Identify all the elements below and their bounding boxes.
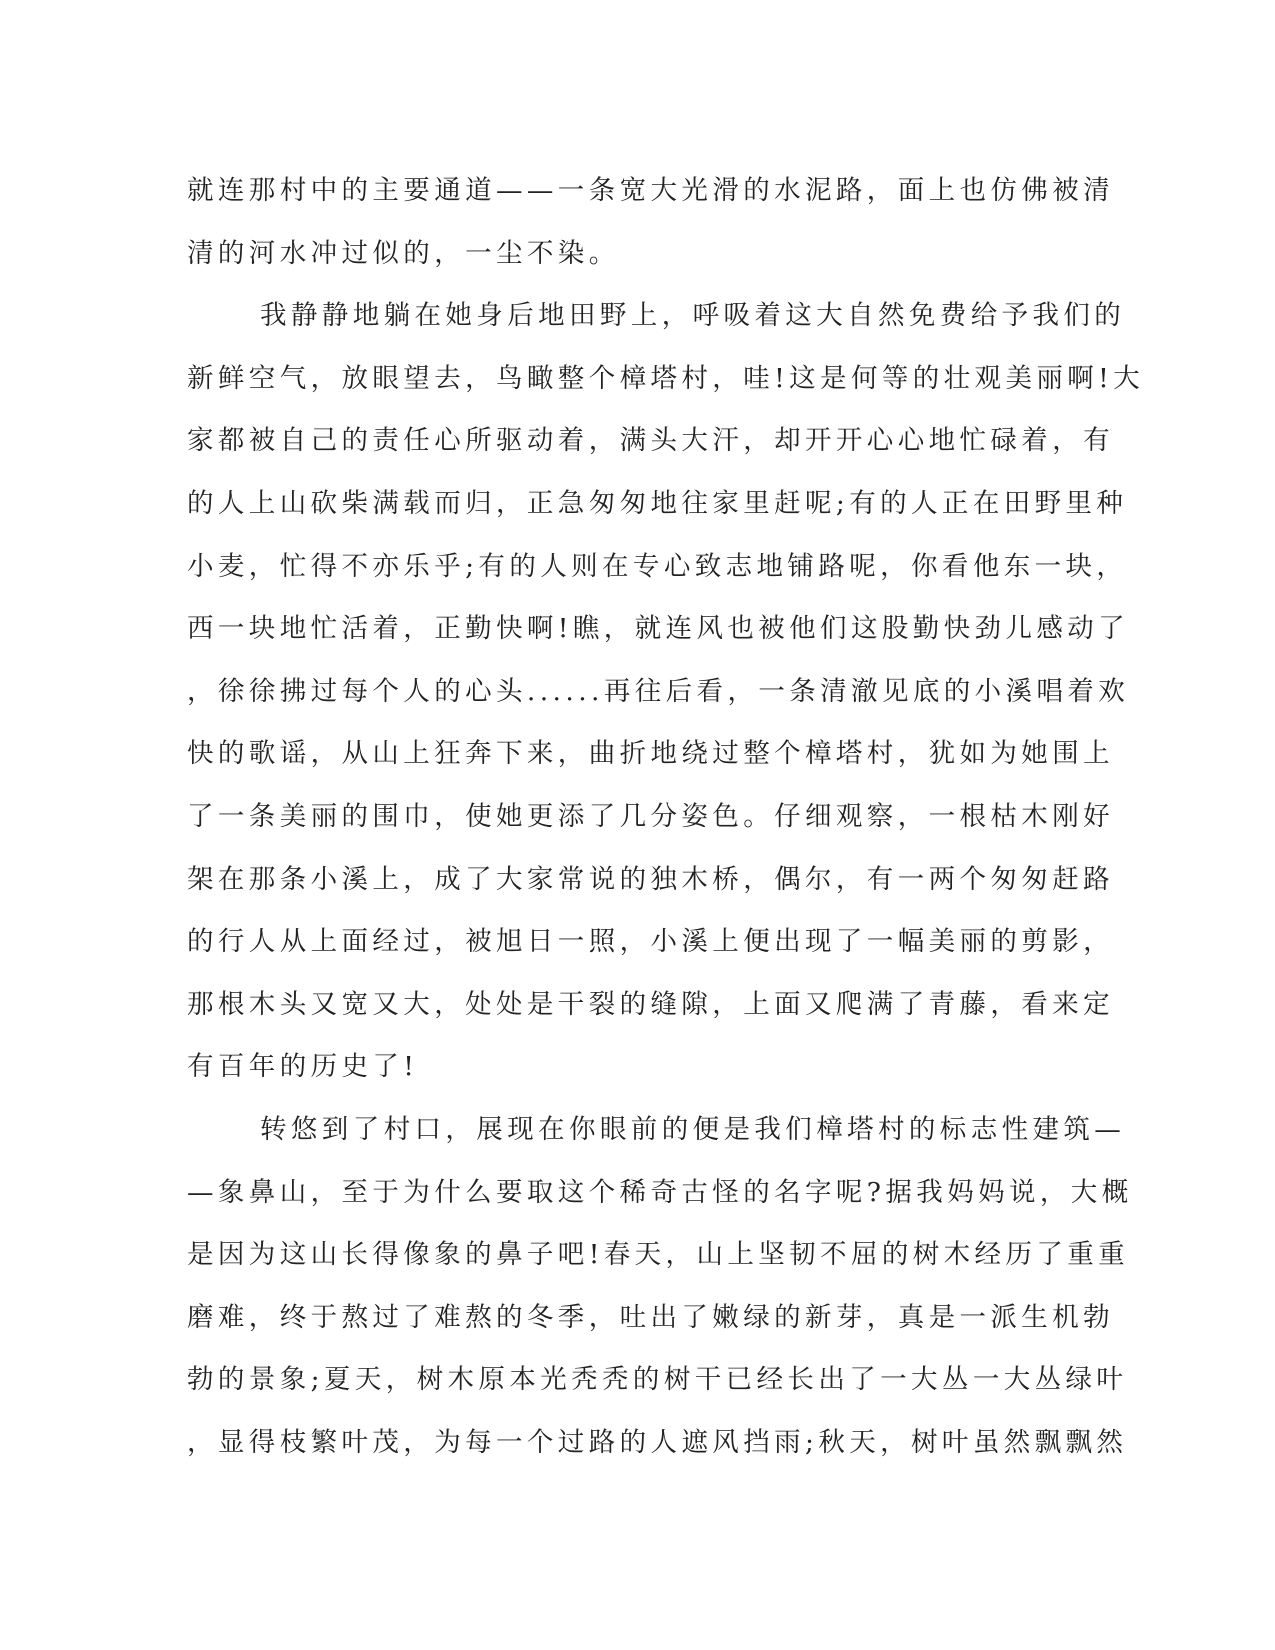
paragraph-start-line: 转悠到了村口，展现在你眼前的便是我们樟塔村的标志性建筑— — [260, 1113, 1126, 1145]
text-line: 勃的景象;夏天，树木原本光秃秃的树干已经长出了一大丛一大丛绿叶 — [187, 1364, 1128, 1396]
text-line: —象鼻山，至于为什么要取这个稀奇古怪的名字呢?据我妈妈说，大概 — [187, 1176, 1133, 1208]
text-line: 小麦，忙得不亦乐乎;有的人则在专心致志地铺路呢，你看他东一块， — [187, 550, 1128, 582]
text-line: 那根木头又宽又大，处处是干裂的缝隙，上面又爬满了青藤，看来定 — [187, 988, 1114, 1020]
text-line: ，徐徐拂过每个人的心头......再往后看，一条清澈见底的小溪唱着欢 — [187, 675, 1130, 707]
text-line: 磨难，终于熬过了难熬的冬季，吐出了嫩绿的新芽，真是一派生机勃 — [187, 1301, 1114, 1333]
text-line: 西一块地忙活着，正勤快啊!瞧，就连风也被他们这股勤快劲儿感动了 — [187, 613, 1130, 645]
text-line: 的人上山砍柴满载而归，正急匆匆地往家里赶呢;有的人正在田野里种 — [187, 487, 1128, 519]
text-line: 有百年的历史了! — [187, 1051, 419, 1083]
article-body — [187, 160, 1145, 1474]
paragraph-start-line: 我静静地躺在她身后地田野上，呼吸着这大自然免费给予我们的 — [260, 300, 1126, 332]
text-line: 就连那村中的主要通道——一条宽大光滑的水泥路，面上也仿佛被清 — [187, 175, 1114, 206]
text-line: 的行人从上面经过，被旭日一照，小溪上便出现了一幅美丽的剪影， — [187, 926, 1114, 958]
text-line: ，显得枝繁叶茂，为每一个过路的人遮风挡雨;秋天，树叶虽然飘飘然 — [187, 1426, 1128, 1458]
text-line: 架在那条小溪上，成了大家常说的独木桥，偶尔，有一两个匆匆赶路 — [187, 863, 1114, 895]
text-line: 家都被自己的责任心所驱动着，满头大汗，却开开心心地忙碌着，有 — [187, 425, 1114, 457]
text-line: 新鲜空气，放眼望去，鸟瞰整个樟塔村，哇!这是何等的壮观美丽啊!大 — [187, 362, 1145, 394]
text-line: 了一条美丽的围巾，使她更添了几分姿色。仔细观察，一根枯木刚好 — [187, 800, 1114, 832]
text-line: 快的歌谣，从山上狂奔下来，曲折地绕过整个樟塔村，犹如为她围上 — [187, 738, 1114, 770]
text-line: 清的河水冲过似的，一尘不染。 — [187, 237, 620, 269]
text-line: 是因为这山长得像象的鼻子吧!春天，山上坚韧不屈的树木经历了重重 — [187, 1239, 1130, 1271]
